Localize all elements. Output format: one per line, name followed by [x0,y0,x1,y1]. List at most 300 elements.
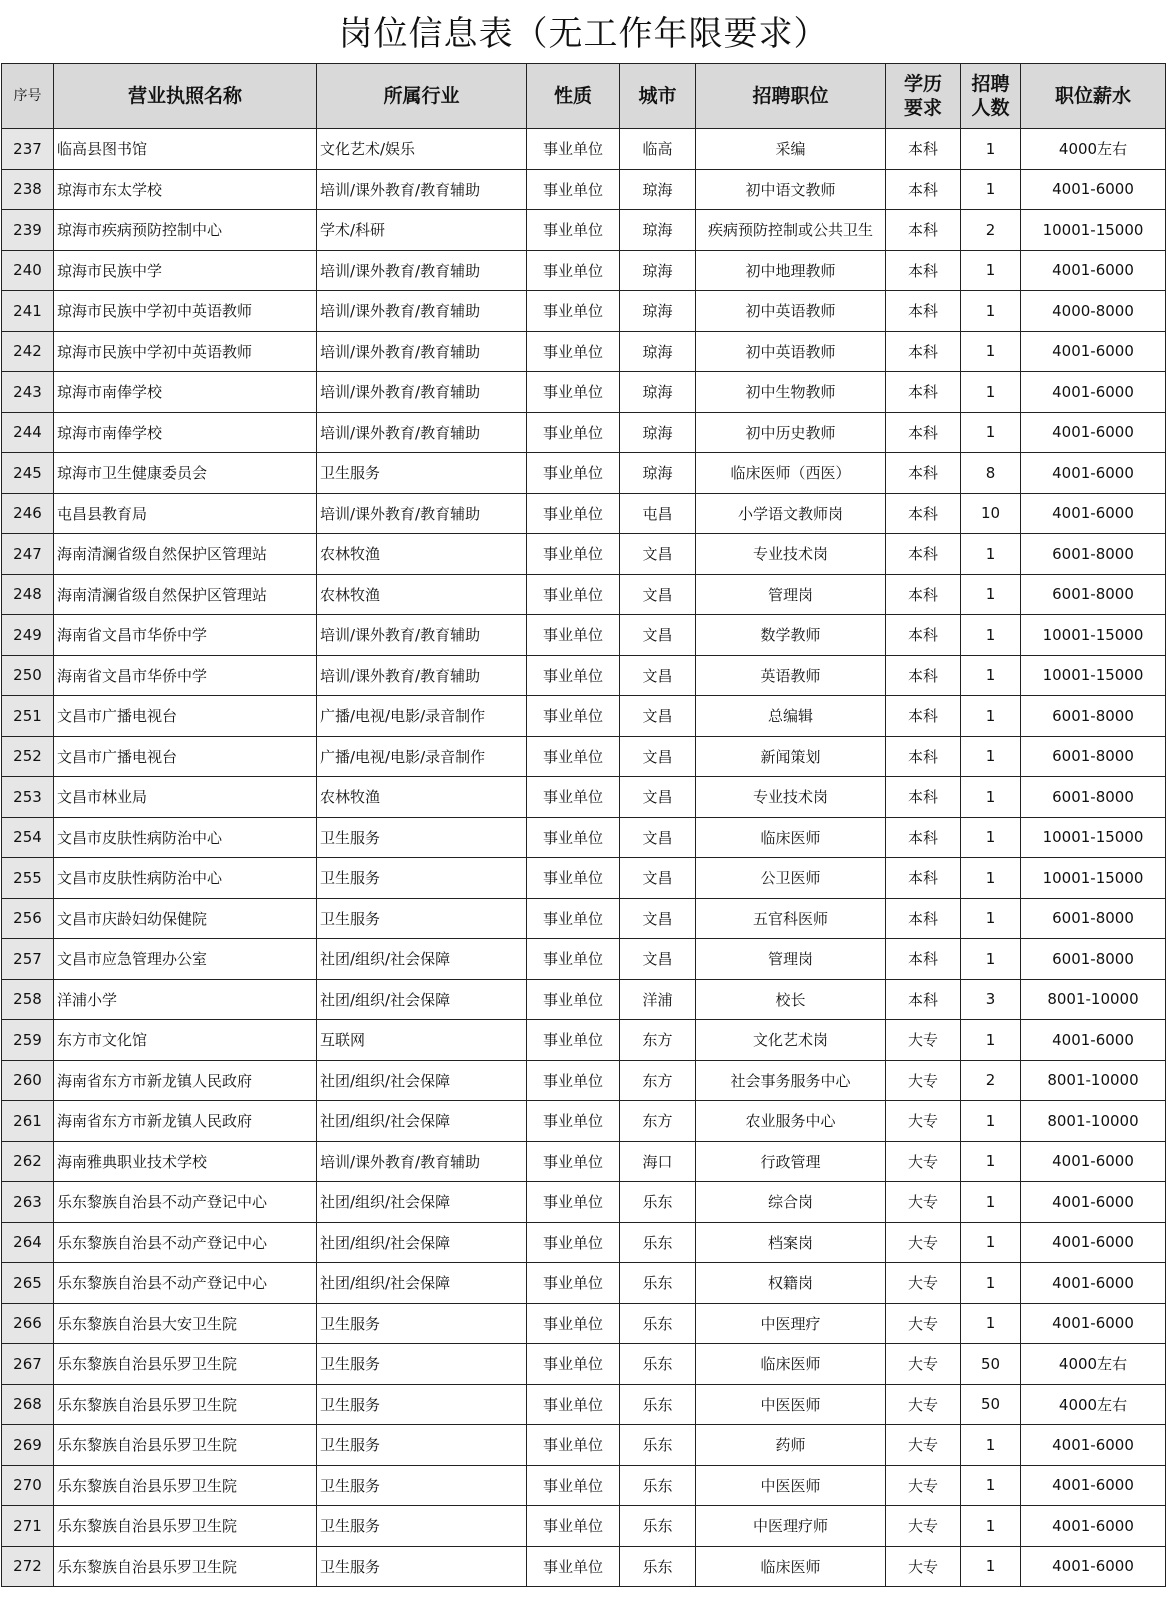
cell-nature: 事业单位 [527,858,620,899]
cell-education: 大专 [886,1303,961,1344]
cell-salary: 4001-6000 [1021,1263,1166,1304]
cell-nature: 事业单位 [527,291,620,332]
cell-count: 1 [961,412,1021,453]
cell-position: 校长 [696,979,886,1020]
cell-salary: 4001-6000 [1021,453,1166,494]
cell-count: 1 [961,858,1021,899]
cell-salary: 10001-15000 [1021,615,1166,656]
cell-city: 东方 [620,1020,696,1061]
cell-seq: 270 [2,1465,54,1506]
cell-position: 初中历史教师 [696,412,886,453]
cell-position: 初中生物教师 [696,372,886,413]
cell-education: 本科 [886,574,961,615]
cell-seq: 245 [2,453,54,494]
cell-nature: 事业单位 [527,574,620,615]
cell-education: 大专 [886,1222,961,1263]
cell-industry: 培训/课外教育/教育辅助 [317,1141,527,1182]
cell-company: 琼海市民族中学初中英语教师 [54,331,317,372]
cell-company: 乐东黎族自治县不动产登记中心 [54,1222,317,1263]
cell-salary: 4000左右 [1021,1344,1166,1385]
cell-company: 乐东黎族自治县不动产登记中心 [54,1182,317,1223]
cell-industry: 卫生服务 [317,1546,527,1587]
cell-company: 文昌市皮肤性病防治中心 [54,817,317,858]
cell-salary: 4001-6000 [1021,412,1166,453]
cell-nature: 事业单位 [527,696,620,737]
cell-nature: 事业单位 [527,1222,620,1263]
cell-education: 大专 [886,1141,961,1182]
table-row [2,1506,1166,1547]
table-body [2,129,1166,1587]
cell-company: 文昌市广播电视台 [54,736,317,777]
table-row [2,493,1166,534]
cell-industry: 卫生服务 [317,453,527,494]
cell-count: 1 [961,817,1021,858]
cell-education: 大专 [886,1182,961,1223]
cell-education: 本科 [886,412,961,453]
cell-seq: 252 [2,736,54,777]
cell-city: 乐东 [620,1344,696,1385]
cell-education: 本科 [886,169,961,210]
cell-salary: 8001-10000 [1021,1101,1166,1142]
cell-industry: 卫生服务 [317,1506,527,1547]
header-count-line2: 人数 [971,97,1010,119]
job-table [1,63,1166,1587]
cell-industry: 培训/课外教育/教育辅助 [317,412,527,453]
cell-city: 屯昌 [620,493,696,534]
table-row [2,169,1166,210]
cell-nature: 事业单位 [527,655,620,696]
cell-position: 中医理疗 [696,1303,886,1344]
cell-count: 8 [961,453,1021,494]
cell-seq: 264 [2,1222,54,1263]
header-count [961,64,1021,129]
cell-nature: 事业单位 [527,1344,620,1385]
table-row [2,1020,1166,1061]
cell-nature: 事业单位 [527,169,620,210]
cell-count: 2 [961,1060,1021,1101]
cell-nature: 事业单位 [527,979,620,1020]
cell-count: 1 [961,898,1021,939]
cell-count: 1 [961,574,1021,615]
cell-seq: 257 [2,939,54,980]
table-row [2,250,1166,291]
cell-city: 乐东 [620,1506,696,1547]
cell-city: 乐东 [620,1222,696,1263]
cell-city: 琼海 [620,412,696,453]
cell-position: 综合岗 [696,1182,886,1223]
cell-position: 权籍岗 [696,1263,886,1304]
cell-nature: 事业单位 [527,1384,620,1425]
cell-nature: 事业单位 [527,939,620,980]
table-row [2,696,1166,737]
cell-company: 琼海市民族中学 [54,250,317,291]
cell-seq: 237 [2,129,54,170]
cell-company: 屯昌县教育局 [54,493,317,534]
table-row [2,1222,1166,1263]
cell-city: 琼海 [620,169,696,210]
cell-education: 本科 [886,453,961,494]
cell-salary: 4001-6000 [1021,1465,1166,1506]
cell-position: 小学语文教师岗 [696,493,886,534]
table-row [2,1546,1166,1587]
cell-city: 乐东 [620,1384,696,1425]
cell-nature: 事业单位 [527,615,620,656]
cell-count: 1 [961,1020,1021,1061]
cell-seq: 255 [2,858,54,899]
table-row [2,1425,1166,1466]
cell-city: 文昌 [620,939,696,980]
cell-industry: 培训/课外教育/教育辅助 [317,493,527,534]
cell-nature: 事业单位 [527,1425,620,1466]
cell-seq: 244 [2,412,54,453]
cell-count: 1 [961,736,1021,777]
cell-city: 琼海 [620,372,696,413]
table-row [2,129,1166,170]
cell-salary: 4001-6000 [1021,1182,1166,1223]
cell-company: 乐东黎族自治县乐罗卫生院 [54,1546,317,1587]
table-row [2,979,1166,1020]
cell-position: 管理岗 [696,574,886,615]
table-row [2,574,1166,615]
cell-education: 本科 [886,372,961,413]
cell-industry: 广播/电视/电影/录音制作 [317,736,527,777]
cell-position: 管理岗 [696,939,886,980]
cell-salary: 6001-8000 [1021,574,1166,615]
cell-nature: 事业单位 [527,1141,620,1182]
cell-seq: 271 [2,1506,54,1547]
cell-seq: 241 [2,291,54,332]
cell-industry: 培训/课外教育/教育辅助 [317,372,527,413]
cell-nature: 事业单位 [527,817,620,858]
cell-seq: 262 [2,1141,54,1182]
cell-city: 乐东 [620,1425,696,1466]
cell-salary: 4001-6000 [1021,1303,1166,1344]
cell-company: 琼海市东太学校 [54,169,317,210]
cell-seq: 258 [2,979,54,1020]
cell-company: 海南省东方市新龙镇人民政府 [54,1101,317,1142]
cell-seq: 250 [2,655,54,696]
table-row [2,655,1166,696]
cell-industry: 卫生服务 [317,1465,527,1506]
cell-company: 文昌市广播电视台 [54,696,317,737]
cell-city: 临高 [620,129,696,170]
cell-position: 行政管理 [696,1141,886,1182]
header-education-line1: 学历 [903,73,942,95]
table-row [2,939,1166,980]
cell-education: 本科 [886,979,961,1020]
header-seq: 序号 [2,64,54,129]
cell-salary: 8001-10000 [1021,979,1166,1020]
cell-city: 文昌 [620,777,696,818]
cell-seq: 247 [2,534,54,575]
cell-industry: 社团/组织/社会保障 [317,1182,527,1223]
cell-industry: 广播/电视/电影/录音制作 [317,696,527,737]
cell-industry: 社团/组织/社会保障 [317,1060,527,1101]
cell-city: 文昌 [620,534,696,575]
cell-seq: 272 [2,1546,54,1587]
header-city: 城市 [620,64,696,129]
cell-count: 1 [961,615,1021,656]
cell-education: 本科 [886,210,961,251]
cell-city: 乐东 [620,1182,696,1223]
page-title: 岗位信息表（无工作年限要求） [338,14,829,54]
cell-position: 专业技术岗 [696,777,886,818]
cell-count: 1 [961,1546,1021,1587]
header-industry: 所属行业 [317,64,527,129]
cell-seq: 239 [2,210,54,251]
cell-count: 1 [961,129,1021,170]
cell-count: 1 [961,1141,1021,1182]
cell-count: 1 [961,1101,1021,1142]
cell-company: 海南省文昌市华侨中学 [54,655,317,696]
cell-seq: 246 [2,493,54,534]
cell-salary: 4000-8000 [1021,291,1166,332]
cell-industry: 社团/组织/社会保障 [317,979,527,1020]
cell-count: 10 [961,493,1021,534]
cell-city: 文昌 [620,858,696,899]
cell-industry: 培训/课外教育/教育辅助 [317,615,527,656]
cell-count: 1 [961,250,1021,291]
table-row [2,372,1166,413]
cell-company: 乐东黎族自治县不动产登记中心 [54,1263,317,1304]
cell-industry: 卫生服务 [317,1303,527,1344]
header-nature: 性质 [527,64,620,129]
cell-seq: 268 [2,1384,54,1425]
cell-seq: 261 [2,1101,54,1142]
cell-salary: 6001-8000 [1021,939,1166,980]
cell-industry: 卫生服务 [317,1425,527,1466]
cell-count: 1 [961,1303,1021,1344]
cell-company: 文昌市庆龄妇幼保健院 [54,898,317,939]
table-row [2,453,1166,494]
cell-salary: 4001-6000 [1021,250,1166,291]
cell-count: 1 [961,372,1021,413]
cell-industry: 社团/组织/社会保障 [317,1101,527,1142]
cell-count: 1 [961,777,1021,818]
cell-nature: 事业单位 [527,1060,620,1101]
cell-education: 大专 [886,1506,961,1547]
table-header [2,64,1166,129]
cell-nature: 事业单位 [527,1465,620,1506]
table-row [2,1465,1166,1506]
cell-education: 大专 [886,1465,961,1506]
cell-education: 本科 [886,939,961,980]
cell-industry: 农林牧渔 [317,777,527,818]
cell-industry: 卫生服务 [317,1344,527,1385]
cell-industry: 培训/课外教育/教育辅助 [317,169,527,210]
cell-count: 50 [961,1384,1021,1425]
cell-company: 乐东黎族自治县乐罗卫生院 [54,1506,317,1547]
cell-company: 琼海市南俸学校 [54,372,317,413]
cell-count: 3 [961,979,1021,1020]
cell-position: 新闻策划 [696,736,886,777]
cell-position: 初中英语教师 [696,331,886,372]
cell-count: 1 [961,1425,1021,1466]
cell-city: 琼海 [620,210,696,251]
cell-city: 文昌 [620,574,696,615]
cell-industry: 农林牧渔 [317,534,527,575]
cell-nature: 事业单位 [527,898,620,939]
table-row [2,615,1166,656]
header-education [886,64,961,129]
cell-position: 临床医师 [696,1344,886,1385]
cell-count: 2 [961,210,1021,251]
cell-position: 采编 [696,129,886,170]
cell-position: 五官科医师 [696,898,886,939]
cell-city: 乐东 [620,1465,696,1506]
cell-education: 本科 [886,736,961,777]
cell-seq: 267 [2,1344,54,1385]
cell-salary: 6001-8000 [1021,696,1166,737]
cell-count: 50 [961,1344,1021,1385]
cell-industry: 学术/科研 [317,210,527,251]
cell-count: 1 [961,1263,1021,1304]
cell-industry: 卫生服务 [317,898,527,939]
table-row [2,534,1166,575]
cell-seq: 269 [2,1425,54,1466]
cell-nature: 事业单位 [527,736,620,777]
cell-salary: 4000左右 [1021,1384,1166,1425]
header-position: 招聘职位 [696,64,886,129]
cell-education: 本科 [886,858,961,899]
cell-position: 中医医师 [696,1465,886,1506]
cell-position: 临床医师 [696,1546,886,1587]
cell-industry: 农林牧渔 [317,574,527,615]
cell-city: 文昌 [620,898,696,939]
cell-nature: 事业单位 [527,210,620,251]
cell-company: 乐东黎族自治县乐罗卫生院 [54,1425,317,1466]
cell-position: 中医理疗师 [696,1506,886,1547]
cell-industry: 互联网 [317,1020,527,1061]
cell-education: 本科 [886,655,961,696]
cell-education: 本科 [886,291,961,332]
cell-salary: 6001-8000 [1021,777,1166,818]
cell-company: 琼海市疾病预防控制中心 [54,210,317,251]
cell-company: 海南清澜省级自然保护区管理站 [54,534,317,575]
cell-industry: 培训/课外教育/教育辅助 [317,331,527,372]
cell-company: 临高县图书馆 [54,129,317,170]
cell-education: 本科 [886,817,961,858]
cell-position: 数学教师 [696,615,886,656]
cell-position: 农业服务中心 [696,1101,886,1142]
cell-city: 文昌 [620,736,696,777]
cell-company: 文昌市应急管理办公室 [54,939,317,980]
cell-seq: 260 [2,1060,54,1101]
cell-position: 中医医师 [696,1384,886,1425]
cell-industry: 社团/组织/社会保障 [317,1222,527,1263]
cell-education: 大专 [886,1344,961,1385]
table-row [2,1101,1166,1142]
cell-seq: 249 [2,615,54,656]
cell-salary: 6001-8000 [1021,736,1166,777]
cell-position: 药师 [696,1425,886,1466]
cell-education: 大专 [886,1020,961,1061]
table-row [2,1384,1166,1425]
cell-nature: 事业单位 [527,412,620,453]
cell-company: 东方市文化馆 [54,1020,317,1061]
cell-seq: 240 [2,250,54,291]
cell-nature: 事业单位 [527,1263,620,1304]
cell-city: 文昌 [620,696,696,737]
cell-industry: 社团/组织/社会保障 [317,1263,527,1304]
cell-position: 初中英语教师 [696,291,886,332]
table-row [2,817,1166,858]
cell-company: 乐东黎族自治县乐罗卫生院 [54,1384,317,1425]
cell-salary: 10001-15000 [1021,858,1166,899]
cell-count: 1 [961,169,1021,210]
cell-nature: 事业单位 [527,250,620,291]
table-row [2,1263,1166,1304]
cell-nature: 事业单位 [527,331,620,372]
cell-salary: 6001-8000 [1021,898,1166,939]
cell-city: 琼海 [620,453,696,494]
cell-city: 文昌 [620,655,696,696]
header-count-line1: 招聘 [971,73,1010,95]
cell-company: 海南雅典职业技术学校 [54,1141,317,1182]
cell-education: 大专 [886,1384,961,1425]
cell-salary: 4001-6000 [1021,1020,1166,1061]
cell-seq: 263 [2,1182,54,1223]
cell-count: 1 [961,655,1021,696]
cell-industry: 卫生服务 [317,1384,527,1425]
cell-nature: 事业单位 [527,1020,620,1061]
cell-nature: 事业单位 [527,534,620,575]
table-row [2,1303,1166,1344]
cell-city: 文昌 [620,817,696,858]
cell-salary: 4001-6000 [1021,372,1166,413]
cell-company: 洋浦小学 [54,979,317,1020]
cell-nature: 事业单位 [527,129,620,170]
cell-company: 文昌市皮肤性病防治中心 [54,858,317,899]
cell-position: 初中地理教师 [696,250,886,291]
cell-industry: 培训/课外教育/教育辅助 [317,250,527,291]
header-company: 营业执照名称 [54,64,317,129]
cell-education: 本科 [886,250,961,291]
cell-city: 洋浦 [620,979,696,1020]
cell-salary: 6001-8000 [1021,534,1166,575]
cell-seq: 254 [2,817,54,858]
cell-company: 琼海市南俸学校 [54,412,317,453]
cell-industry: 文化艺术/娱乐 [317,129,527,170]
cell-salary: 10001-15000 [1021,817,1166,858]
cell-position: 临床医师 [696,817,886,858]
cell-position: 英语教师 [696,655,886,696]
cell-position: 总编辑 [696,696,886,737]
table-row [2,858,1166,899]
cell-salary: 4001-6000 [1021,1141,1166,1182]
cell-city: 琼海 [620,291,696,332]
cell-seq: 242 [2,331,54,372]
cell-seq: 253 [2,777,54,818]
cell-company: 海南清澜省级自然保护区管理站 [54,574,317,615]
cell-count: 1 [961,1506,1021,1547]
cell-position: 公卫医师 [696,858,886,899]
cell-education: 本科 [886,331,961,372]
cell-seq: 266 [2,1303,54,1344]
cell-education: 本科 [886,777,961,818]
table-row [2,291,1166,332]
cell-education: 本科 [886,696,961,737]
cell-salary: 10001-15000 [1021,210,1166,251]
cell-position: 初中语文教师 [696,169,886,210]
cell-education: 本科 [886,129,961,170]
cell-education: 大专 [886,1101,961,1142]
cell-education: 本科 [886,898,961,939]
cell-salary: 4001-6000 [1021,1222,1166,1263]
cell-city: 琼海 [620,250,696,291]
cell-position: 临床医师（西医） [696,453,886,494]
cell-city: 乐东 [620,1303,696,1344]
